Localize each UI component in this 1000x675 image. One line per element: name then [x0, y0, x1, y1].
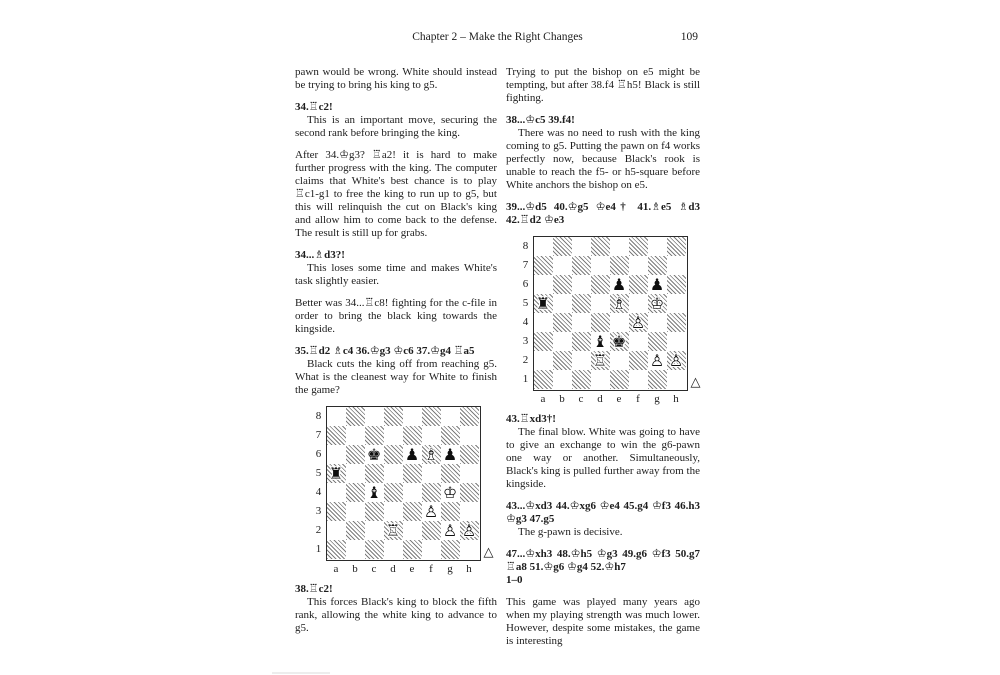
two-column-text [295, 66, 700, 648]
square-h4 [667, 313, 686, 332]
move-heading: 34.♖c2! [295, 101, 333, 113]
paragraph: Black cuts the king off from reaching g5. What is the cleanest way for White to finish the game? [295, 358, 497, 396]
square-f1 [629, 370, 648, 389]
square-e1 [403, 540, 422, 559]
square-e2 [610, 351, 629, 370]
square-d8 [384, 407, 403, 426]
white-to-move-icon: △ [483, 545, 494, 560]
rank-label-2: 2 [315, 524, 322, 536]
square-g3 [441, 502, 460, 521]
square-b8 [346, 407, 365, 426]
piece-wR-d2: ♖ [592, 350, 608, 370]
piece-wP-f3: ♙ [423, 501, 439, 521]
piece-bR-a5: ♜ [328, 463, 344, 483]
square-b4 [346, 483, 365, 502]
square-b2 [553, 351, 572, 370]
square-g8 [648, 237, 667, 256]
piece-bP-e6: ♟ [611, 274, 627, 294]
square-b2 [346, 521, 365, 540]
square-e6 [403, 445, 422, 464]
square-a4 [534, 313, 553, 332]
right-column [506, 66, 700, 648]
square-e2 [403, 521, 422, 540]
square-e5 [610, 294, 629, 313]
piece-bB-c4: ♝ [366, 482, 382, 502]
square-a7 [534, 256, 553, 275]
square-d1 [591, 370, 610, 389]
square-e7 [610, 256, 629, 275]
square-e8 [610, 237, 629, 256]
square-d6 [384, 445, 403, 464]
square-c6 [365, 445, 384, 464]
square-g5 [648, 294, 667, 313]
paragraph: The final blow. White was going to have to give an exchange to win the g6-pawn one way or another. Simultaneously, Black's king is pulled further away from the kingside. [506, 426, 700, 490]
square-c1 [365, 540, 384, 559]
file-label-c: c [578, 393, 584, 405]
square-a4 [327, 483, 346, 502]
square-b5 [553, 294, 572, 313]
rank-label-3: 3 [522, 335, 529, 347]
square-a5 [327, 464, 346, 483]
square-e1 [610, 370, 629, 389]
square-b3 [553, 332, 572, 351]
piece-bK-c6: ♚ [366, 444, 382, 464]
file-label-a: a [540, 393, 546, 405]
rank-label-7: 7 [315, 429, 322, 441]
square-h1 [667, 370, 686, 389]
square-h6 [460, 445, 479, 464]
rank-label-8: 8 [522, 240, 529, 252]
piece-bK-e3: ♚ [611, 331, 627, 351]
paragraph: The g-pawn is decisive. [518, 526, 623, 538]
left-column [295, 66, 497, 648]
square-b6 [553, 275, 572, 294]
square-f5 [629, 294, 648, 313]
square-c5 [572, 294, 591, 313]
square-f8 [422, 407, 441, 426]
piece-wR-d2: ♖ [385, 520, 401, 540]
square-f2 [422, 521, 441, 540]
piece-wK-g4: ♔ [442, 482, 458, 502]
file-label-g: g [447, 563, 453, 575]
square-f6 [629, 275, 648, 294]
file-label-d: d [597, 393, 603, 405]
square-h2 [667, 351, 686, 370]
square-b5 [346, 464, 365, 483]
rank-label-1: 1 [522, 373, 529, 385]
square-c4 [572, 313, 591, 332]
rank-labels [519, 236, 533, 391]
page-number: 109 [680, 31, 698, 43]
square-h3 [667, 332, 686, 351]
square-d5 [384, 464, 403, 483]
square-a2 [327, 521, 346, 540]
piece-bR-a5: ♜ [535, 293, 551, 313]
square-h3 [460, 502, 479, 521]
square-e4 [403, 483, 422, 502]
paragraph: This is an important move, securing the second rank before bringing the king. [295, 114, 497, 139]
square-g3 [648, 332, 667, 351]
rank-labels [312, 406, 326, 561]
piece-wP-f4: ♙ [630, 312, 646, 332]
square-a8 [534, 237, 553, 256]
move-heading: 39...♔d5 40.♔g5 ♔e4† 41.♗e5 ♗d3 42.♖d2 ♔e3 [506, 201, 700, 226]
move-heading: 43.♖xd3†! [506, 413, 556, 425]
square-f8 [629, 237, 648, 256]
square-d3 [591, 332, 610, 351]
square-h8 [460, 407, 479, 426]
square-g8 [441, 407, 460, 426]
page-content [295, 30, 700, 648]
file-label-f: f [636, 393, 640, 405]
square-f4 [422, 483, 441, 502]
piece-wP-g2: ♙ [649, 350, 665, 370]
chess-diagram-position-after-42-Ke3 [519, 236, 701, 406]
square-d3 [384, 502, 403, 521]
white-to-move-icon: △ [690, 375, 701, 390]
square-f3 [629, 332, 648, 351]
piece-bB-d3: ♝ [592, 331, 608, 351]
square-g1 [441, 540, 460, 559]
rank-label-4: 4 [315, 486, 322, 498]
square-c8 [365, 407, 384, 426]
rank-label-5: 5 [315, 467, 322, 479]
square-a6 [327, 445, 346, 464]
move-heading: 35.♖d2 ♗c4 36.♔g3 ♔c6 37.♔g4 ♖a5 [295, 345, 475, 357]
square-e7 [403, 426, 422, 445]
paragraph: After 34.♔g3? ♖a2! it is hard to make further progress with the king. The computer claims that White's best chance is to play ♖c1-g1 to free the king to run up to g5, but this will relinquish the cut on Black's king and allow him to come back to the defense. The result is still up for grabs. [295, 149, 497, 239]
square-g1 [648, 370, 667, 389]
square-h6 [667, 275, 686, 294]
square-f7 [422, 426, 441, 445]
file-label-a: a [333, 563, 339, 575]
square-d8 [591, 237, 610, 256]
square-a3 [327, 502, 346, 521]
chapter-title: Chapter 2 – Make the Right Changes [412, 31, 583, 43]
file-label-h: h [673, 393, 679, 405]
square-f1 [422, 540, 441, 559]
chess-board [326, 406, 481, 561]
square-g7 [648, 256, 667, 275]
square-a1 [327, 540, 346, 559]
scan-artifact [272, 672, 330, 674]
square-g6 [648, 275, 667, 294]
square-c7 [572, 256, 591, 275]
piece-wB-e5: ♗ [611, 293, 627, 313]
square-b6 [346, 445, 365, 464]
paragraph: This loses some time and makes White's task slightly easier. [295, 262, 497, 287]
move-heading: 47...♔xh3 48.♔h5 ♔g3 49.g6 ♔f3 50.g7 ♖a8 51.♔g6 ♔g4 52.♔h7 [506, 548, 700, 573]
file-label-e: e [409, 563, 415, 575]
square-a3 [534, 332, 553, 351]
file-labels [534, 393, 688, 406]
running-header [295, 30, 700, 44]
square-d1 [384, 540, 403, 559]
square-e3 [403, 502, 422, 521]
square-e6 [610, 275, 629, 294]
piece-bP-e6: ♟ [404, 444, 420, 464]
piece-bP-g6: ♟ [649, 274, 665, 294]
square-h4 [460, 483, 479, 502]
square-b7 [346, 426, 365, 445]
square-h5 [667, 294, 686, 313]
square-g4 [648, 313, 667, 332]
square-e3 [610, 332, 629, 351]
square-h7 [667, 256, 686, 275]
square-b1 [346, 540, 365, 559]
square-a1 [534, 370, 553, 389]
paragraph: Better was 34...♖c8! fighting for the c-file in order to bring the black king towards the kingside. [295, 297, 497, 335]
square-c1 [572, 370, 591, 389]
rank-label-4: 4 [522, 316, 529, 328]
square-g7 [441, 426, 460, 445]
square-h1 [460, 540, 479, 559]
chess-board [533, 236, 688, 391]
square-b7 [553, 256, 572, 275]
square-c6 [572, 275, 591, 294]
square-a8 [327, 407, 346, 426]
piece-wP-g2: ♙ [442, 520, 458, 540]
square-d2 [591, 351, 610, 370]
square-a7 [327, 426, 346, 445]
rank-label-2: 2 [522, 354, 529, 366]
piece-wB-f6: ♗ [423, 444, 439, 464]
square-f7 [629, 256, 648, 275]
paragraph: There was no need to rush with the king coming to g5. Putting the pawn on f4 works perfectly now, because Black's rook is unable to reach the f5- or h5-square before White anchors the bishop on e5. [506, 127, 700, 191]
file-label-f: f [429, 563, 433, 575]
square-g2 [648, 351, 667, 370]
square-c7 [365, 426, 384, 445]
rank-label-7: 7 [522, 259, 529, 271]
rank-label-8: 8 [315, 410, 322, 422]
rank-label-6: 6 [522, 278, 529, 290]
square-c3 [572, 332, 591, 351]
board-wrap [519, 236, 688, 391]
rank-label-5: 5 [522, 297, 529, 309]
chess-diagram-position-after-37-Ra5 [312, 406, 494, 576]
board-wrap [312, 406, 481, 561]
square-b1 [553, 370, 572, 389]
piece-wK-g5: ♔ [649, 293, 665, 313]
file-label-b: b [559, 393, 565, 405]
move-heading: 1–0 [506, 574, 523, 586]
file-label-h: h [466, 563, 472, 575]
square-c4 [365, 483, 384, 502]
square-e8 [403, 407, 422, 426]
file-labels [327, 563, 481, 576]
square-d2 [384, 521, 403, 540]
rank-label-3: 3 [315, 505, 322, 517]
square-g2 [441, 521, 460, 540]
move-heading: 43...♔xd3 44.♔xg6 ♔e4 45.g4 ♔f3 46.h3 ♔g3 47.g5 [506, 500, 700, 525]
rank-label-6: 6 [315, 448, 322, 460]
square-d5 [591, 294, 610, 313]
square-g5 [441, 464, 460, 483]
piece-bP-g6: ♟ [442, 444, 458, 464]
paragraph: Trying to put the bishop on e5 might be tempting, but after 38.f4 ♖h5! Black is still fighting. [506, 66, 700, 104]
square-f3 [422, 502, 441, 521]
square-h7 [460, 426, 479, 445]
square-b4 [553, 313, 572, 332]
square-b8 [553, 237, 572, 256]
square-c3 [365, 502, 384, 521]
paragraph: This forces Black's king to block the fifth rank, allowing the white king to advance to g5. [295, 596, 497, 634]
square-f4 [629, 313, 648, 332]
square-a6 [534, 275, 553, 294]
square-a5 [534, 294, 553, 313]
square-f6 [422, 445, 441, 464]
square-d7 [591, 256, 610, 275]
piece-wP-h2: ♙ [668, 350, 684, 370]
square-b3 [346, 502, 365, 521]
square-h5 [460, 464, 479, 483]
square-d4 [591, 313, 610, 332]
square-d6 [591, 275, 610, 294]
move-heading: 34...♗d3?! [295, 249, 345, 261]
square-e5 [403, 464, 422, 483]
square-h8 [667, 237, 686, 256]
square-f5 [422, 464, 441, 483]
square-a2 [534, 351, 553, 370]
move-heading: 38.♖c2! [295, 583, 333, 595]
square-g4 [441, 483, 460, 502]
paragraph: This game was played many years ago when my playing strength was much lower. However, despite some mistakes, the game is interesting [506, 596, 700, 647]
file-label-d: d [390, 563, 396, 575]
square-d4 [384, 483, 403, 502]
move-heading: 38...♔c5 39.f4! [506, 114, 575, 126]
square-c5 [365, 464, 384, 483]
square-c8 [572, 237, 591, 256]
square-e4 [610, 313, 629, 332]
file-label-b: b [352, 563, 358, 575]
square-f2 [629, 351, 648, 370]
file-label-g: g [654, 393, 660, 405]
paragraph: pawn would be wrong. White should instead be trying to bring his king to g5. [295, 66, 497, 91]
square-g6 [441, 445, 460, 464]
rank-label-1: 1 [315, 543, 322, 555]
piece-wP-h2: ♙ [461, 520, 477, 540]
file-label-c: c [371, 563, 377, 575]
square-h2 [460, 521, 479, 540]
file-label-e: e [616, 393, 622, 405]
square-c2 [365, 521, 384, 540]
square-d7 [384, 426, 403, 445]
square-c2 [572, 351, 591, 370]
